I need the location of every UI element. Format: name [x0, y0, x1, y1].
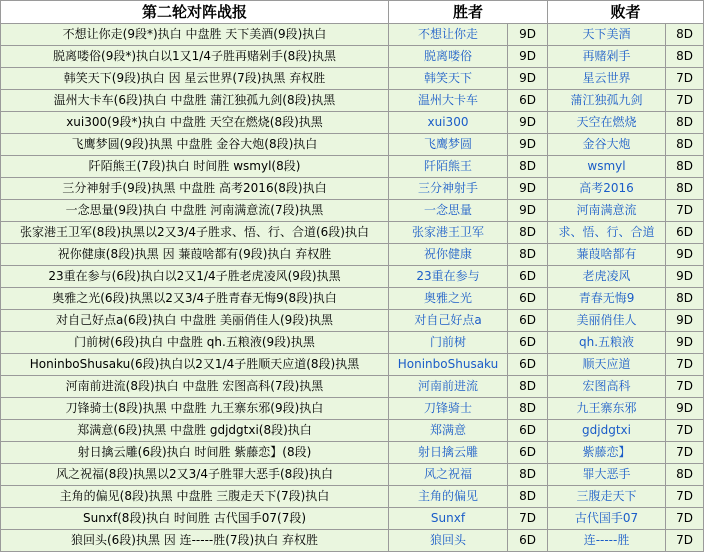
loser-rank-cell: 7D: [666, 68, 704, 90]
winner-name-cell: 温州大卡车: [389, 90, 508, 112]
winner-name-cell: 23重在参与: [389, 266, 508, 288]
winner-name-cell: 对自己好点a: [389, 310, 508, 332]
match-report-cell: 风之祝福(8段)执黑以2又3/4子胜罪大恶手(8段)执白: [1, 464, 389, 486]
match-report-cell: xui300(9段*)执白 中盘胜 天空在燃烧(8段)执黑: [1, 112, 389, 134]
table-row: [1, 464, 704, 486]
table-row: [1, 442, 704, 464]
round-title-header: 第二轮对阵战报: [1, 1, 389, 24]
winner-rank-cell: 6D: [508, 530, 548, 552]
table-row: [1, 486, 704, 508]
table-row: [1, 266, 704, 288]
table-row: [1, 112, 704, 134]
winner-rank-cell: 8D: [508, 222, 548, 244]
loser-rank-cell: 9D: [666, 398, 704, 420]
header-row: [1, 1, 704, 24]
match-report-cell: 狼回头(6段)执黑 因 连-----胜(7段)执白 弃权胜: [1, 530, 389, 552]
loser-name-cell: 蒹葭啥都有: [548, 244, 666, 266]
match-report-cell: 飞鹰梦圆(9段)执黑 中盘胜 金谷大炮(8段)执白: [1, 134, 389, 156]
loser-name-cell: 九王寨东邪: [548, 398, 666, 420]
loser-rank-cell: 8D: [666, 178, 704, 200]
winner-rank-cell: 8D: [508, 376, 548, 398]
match-report-cell: HoninboShusaku(6段)执白以2又1/4子胜顺天应道(8段)执黑: [1, 354, 389, 376]
table-row: [1, 178, 704, 200]
loser-name-cell: gdjdgtxi: [548, 420, 666, 442]
table-row: [1, 310, 704, 332]
match-report-cell: 奥雅之光(6段)执黑以2又3/4子胜青春无悔9(8段)执白: [1, 288, 389, 310]
loser-rank-cell: 9D: [666, 332, 704, 354]
match-report-cell: 对自己好点a(6段)执白 中盘胜 美丽俏佳人(9段)执黑: [1, 310, 389, 332]
match-report-cell: 主角的偏见(8段)执黑 中盘胜 三腹走天下(7段)执白: [1, 486, 389, 508]
table-row: [1, 288, 704, 310]
winner-rank-cell: 6D: [508, 288, 548, 310]
loser-rank-cell: 7D: [666, 508, 704, 530]
loser-rank-cell: 7D: [666, 200, 704, 222]
loser-name-cell: 青春无悔9: [548, 288, 666, 310]
loser-name-cell: 再赌剁手: [548, 46, 666, 68]
winner-name-cell: 刀锋骑士: [389, 398, 508, 420]
loser-name-cell: 连-----胜: [548, 530, 666, 552]
winner-name-cell: 狼回头: [389, 530, 508, 552]
loser-name-cell: 老虎凌风: [548, 266, 666, 288]
match-report-cell: 温州大卡车(6段)执白 中盘胜 蒲江独孤九剑(8段)执黑: [1, 90, 389, 112]
table-row: [1, 46, 704, 68]
loser-name-cell: 高考2016: [548, 178, 666, 200]
winner-rank-cell: 6D: [508, 420, 548, 442]
table-row: [1, 24, 704, 46]
loser-rank-cell: 7D: [666, 486, 704, 508]
match-report-cell: 射日擒云雕(6段)执白 时间胜 紫藤恋】(8段): [1, 442, 389, 464]
winner-name-cell: 奥雅之光: [389, 288, 508, 310]
winner-rank-cell: 9D: [508, 68, 548, 90]
loser-name-cell: 求、悟、行、合道: [548, 222, 666, 244]
winner-name-cell: xui300: [389, 112, 508, 134]
loser-rank-cell: 8D: [666, 46, 704, 68]
winner-name-cell: Sunxf: [389, 508, 508, 530]
match-report-cell: 脱离喽俗(9段*)执白以1又1/4子胜再赌剁手(8段)执黑: [1, 46, 389, 68]
winner-name-cell: 郑满意: [389, 420, 508, 442]
winner-rank-cell: 6D: [508, 442, 548, 464]
loser-rank-cell: 7D: [666, 376, 704, 398]
loser-name-cell: 古代国手07: [548, 508, 666, 530]
winner-rank-cell: 8D: [508, 464, 548, 486]
match-report-cell: 河南前进流(8段)执白 中盘胜 宏图高科(7段)执黑: [1, 376, 389, 398]
winner-name-cell: 祝你健康: [389, 244, 508, 266]
match-report-cell: 刀锋骑士(8段)执黑 中盘胜 九王寨东邪(9段)执白: [1, 398, 389, 420]
winner-name-cell: 脱离喽俗: [389, 46, 508, 68]
loser-rank-cell: 7D: [666, 442, 704, 464]
table-row: [1, 222, 704, 244]
table-row: [1, 244, 704, 266]
winner-rank-cell: 6D: [508, 332, 548, 354]
match-report-cell: Sunxf(8段)执白 时间胜 古代国手07(7段): [1, 508, 389, 530]
table-row: [1, 530, 704, 552]
winner-rank-cell: 9D: [508, 200, 548, 222]
winner-rank-cell: 9D: [508, 134, 548, 156]
winner-header: 胜者: [389, 1, 548, 24]
winner-name-cell: 主角的偏见: [389, 486, 508, 508]
match-report-cell: 祝你健康(8段)执黑 因 蒹葭啥都有(9段)执白 弃权胜: [1, 244, 389, 266]
winner-rank-cell: 8D: [508, 156, 548, 178]
match-report-cell: 韩笑天下(9段)执白 因 星云世界(7段)执黑 弃权胜: [1, 68, 389, 90]
loser-rank-cell: 7D: [666, 354, 704, 376]
winner-rank-cell: 8D: [508, 486, 548, 508]
loser-rank-cell: 8D: [666, 156, 704, 178]
match-report-cell: 三分神射手(9段)执黑 中盘胜 高考2016(8段)执白: [1, 178, 389, 200]
loser-name-cell: 顺天应道: [548, 354, 666, 376]
winner-name-cell: 门前树: [389, 332, 508, 354]
loser-name-cell: 紫藤恋】: [548, 442, 666, 464]
winner-name-cell: HoninboShusaku: [389, 354, 508, 376]
table-row: [1, 68, 704, 90]
winner-rank-cell: 9D: [508, 24, 548, 46]
winner-rank-cell: 8D: [508, 244, 548, 266]
loser-name-cell: 美丽俏佳人: [548, 310, 666, 332]
winner-name-cell: 不想让你走: [389, 24, 508, 46]
winner-name-cell: 风之祝福: [389, 464, 508, 486]
table-row: [1, 200, 704, 222]
loser-name-cell: qh.五粮液: [548, 332, 666, 354]
loser-rank-cell: 8D: [666, 112, 704, 134]
loser-rank-cell: 8D: [666, 288, 704, 310]
winner-name-cell: 一念思量: [389, 200, 508, 222]
winner-rank-cell: 9D: [508, 178, 548, 200]
loser-rank-cell: 8D: [666, 134, 704, 156]
table-row: [1, 420, 704, 442]
winner-rank-cell: 6D: [508, 310, 548, 332]
table-row: [1, 90, 704, 112]
loser-name-cell: 蒲江独孤九剑: [548, 90, 666, 112]
loser-rank-cell: 7D: [666, 420, 704, 442]
loser-rank-cell: 7D: [666, 90, 704, 112]
match-report-cell: 张家港王卫军(8段)执黑以2又3/4子胜求、悟、行、合道(6段)执白: [1, 222, 389, 244]
table-row: [1, 156, 704, 178]
loser-name-cell: 星云世界: [548, 68, 666, 90]
loser-rank-cell: 9D: [666, 310, 704, 332]
loser-name-cell: 天下美酒: [548, 24, 666, 46]
match-report-cell: 门前树(6段)执白 中盘胜 qh.五粮液(9段)执黑: [1, 332, 389, 354]
table-row: [1, 332, 704, 354]
table-row: [1, 134, 704, 156]
loser-rank-cell: 7D: [666, 530, 704, 552]
loser-rank-cell: 9D: [666, 266, 704, 288]
winner-rank-cell: 6D: [508, 90, 548, 112]
table-row: [1, 354, 704, 376]
loser-rank-cell: 8D: [666, 464, 704, 486]
match-report-cell: 郑满意(6段)执黑 中盘胜 gdjdgtxi(8段)执白: [1, 420, 389, 442]
table-row: [1, 376, 704, 398]
match-report-cell: 阡陌熊王(7段)执白 时间胜 wsmyl(8段): [1, 156, 389, 178]
winner-name-cell: 韩笑天下: [389, 68, 508, 90]
loser-name-cell: 罪大恶手: [548, 464, 666, 486]
winner-name-cell: 阡陌熊王: [389, 156, 508, 178]
loser-name-cell: 宏图高科: [548, 376, 666, 398]
loser-rank-cell: 6D: [666, 222, 704, 244]
loser-rank-cell: 8D: [666, 24, 704, 46]
table-row: [1, 398, 704, 420]
winner-rank-cell: 9D: [508, 46, 548, 68]
loser-header: 败者: [548, 1, 704, 24]
winner-rank-cell: 9D: [508, 112, 548, 134]
winner-rank-cell: 7D: [508, 508, 548, 530]
winner-rank-cell: 6D: [508, 266, 548, 288]
loser-name-cell: wsmyl: [548, 156, 666, 178]
loser-name-cell: 三腹走天下: [548, 486, 666, 508]
loser-name-cell: 天空在燃烧: [548, 112, 666, 134]
loser-rank-cell: 9D: [666, 244, 704, 266]
winner-name-cell: 三分神射手: [389, 178, 508, 200]
loser-name-cell: 金谷大炮: [548, 134, 666, 156]
table-row: [1, 508, 704, 530]
winner-rank-cell: 6D: [508, 354, 548, 376]
loser-name-cell: 河南满意流: [548, 200, 666, 222]
match-report-cell: 一念思量(9段)执白 中盘胜 河南满意流(7段)执黑: [1, 200, 389, 222]
winner-name-cell: 张家港王卫军: [389, 222, 508, 244]
match-report-cell: 23重在参与(6段)执白以2又1/4子胜老虎凌风(9段)执黑: [1, 266, 389, 288]
winner-name-cell: 河南前进流: [389, 376, 508, 398]
winner-rank-cell: 8D: [508, 398, 548, 420]
match-report-cell: 不想让你走(9段*)执白 中盘胜 天下美酒(9段)执白: [1, 24, 389, 46]
winner-name-cell: 射日擒云雕: [389, 442, 508, 464]
winner-name-cell: 飞鹰梦圆: [389, 134, 508, 156]
